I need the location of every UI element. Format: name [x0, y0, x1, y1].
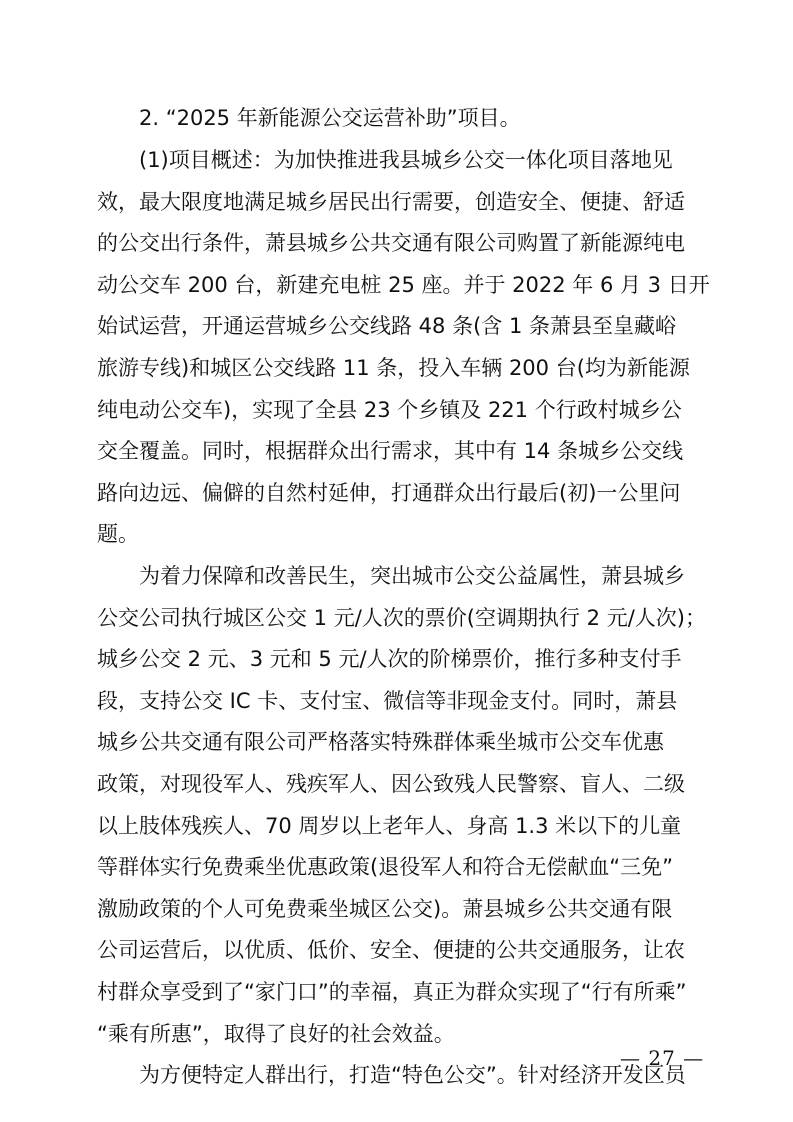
paragraph-line: 激励政策的个人可免费乘坐城区公交)。萧县城乡公共交通有限: [97, 897, 673, 921]
paragraph-line: 动公交车 200 台，新建充电桩 25 座。并于 2022 年 6 月 3 日开: [97, 273, 710, 297]
paragraph-line: 城乡公交 2 元、3 元和 5 元/人次的阶梯票价，推行多种支付手: [97, 647, 682, 671]
paragraph-line: 效，最大限度地满足城乡居民出行需要，创造安全、便捷、舒适: [97, 190, 685, 214]
paragraph-line: 的公交出行条件，萧县城乡公共交通有限公司购置了新能源纯电: [97, 231, 685, 255]
paragraph-line: 路向边远、偏僻的自然村延伸，打通群众出行最后(初)一公里问: [97, 481, 681, 505]
paragraph-line: 始试运营，开通运营城乡公交线路 48 条(含 1 条萧县至皇藏峪: [97, 314, 676, 338]
paragraph-line: 为着力保障和改善民生，突出城市公交公益属性，萧县城乡: [139, 564, 685, 588]
paragraph-line: 以上肢体残疾人、70 周岁以上老年人、身高 1.3 米以下的儿童: [97, 814, 682, 838]
paragraph-line: 题。: [97, 522, 139, 546]
paragraph-line: 等群体实行免费乘坐优惠政策(退役军人和符合无偿献血“三免”: [97, 855, 673, 879]
paragraph-line: “乘有所惠”，取得了良好的社会效益。: [97, 1022, 455, 1046]
section-heading: 2. “2025 年新能源公交运营补助”项目。: [139, 106, 521, 130]
paragraph-line: 旅游专线)和城区公交线路 11 条，投入车辆 200 台(均为新能源: [97, 356, 690, 380]
page-number: — 27 —: [620, 1046, 705, 1070]
paragraph-line: 公司运营后，以优质、低价、安全、便捷的公共交通服务，让农: [97, 938, 685, 962]
paragraph-line: 村群众享受到了“家门口”的幸福，真正为群众实现了“行有所乘”: [97, 980, 687, 1004]
paragraph-line: 为方便特定人群出行，打造“特色公交”。针对经济开发区员: [139, 1063, 686, 1087]
paragraph-line: 政策，对现役军人、残疾军人、因公致残人民警察、盲人、二级: [97, 772, 685, 796]
paragraph-line: 交全覆盖。同时，根据群众出行需求，其中有 14 条城乡公交线: [97, 439, 684, 463]
paragraph-line: 纯电动公交车)，实现了全县 23 个乡镇及 221 个行政村城乡公: [97, 398, 682, 422]
paragraph-line: (1)项目概述：为加快推进我县城乡公交一体化项目落地见: [139, 148, 673, 172]
paragraph-line: 城乡公共交通有限公司严格落实特殊群体乘坐城市公交车优惠: [97, 730, 664, 754]
paragraph-line: 段，支持公交 IC 卡、支付宝、微信等非现金支付。同时，萧县: [97, 689, 678, 713]
paragraph-line: 公交公司执行城区公交 1 元/人次的票价(空调期执行 2 元/人次)；: [97, 606, 706, 630]
